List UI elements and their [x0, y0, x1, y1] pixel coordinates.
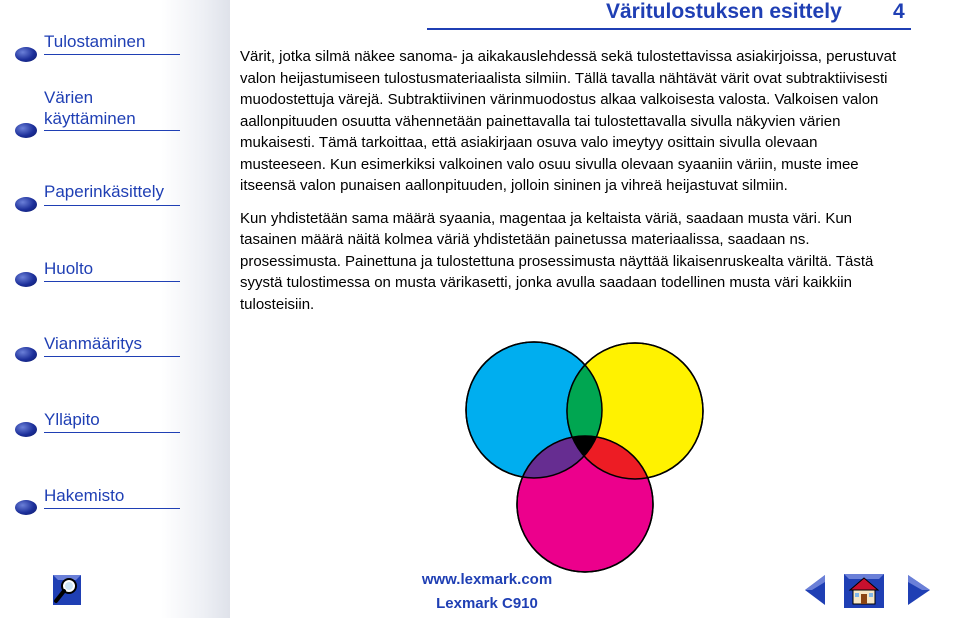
footer-url-link[interactable]: www.lexmark.com: [421, 571, 553, 588]
sidebar-item-label: Ylläpito: [44, 410, 100, 429]
nav-underline: [44, 508, 180, 509]
sidebar-item-hakemisto[interactable]: [0, 478, 230, 538]
paragraph: Kun yhdistetään sama määrä syaania, magentaa ja keltaista väriä, saadaan musta väri. Kun tasainen määrä näitä kolmea väriä yhdistetään painetussa materiaalissa, saadaan ns. prosessimusta. Painettuna ja tulostettuna prosessimusta näyttää likaisenruskealta väriltä. Tästä syystä tulostimessa on musta värikasetti, jonka avulla saadaan todellinen musta väri kaikkiin tulosteisiin.: [240, 209, 874, 313]
sidebar-item-label: Huolto: [44, 259, 94, 278]
main-content: [240, 46, 905, 326]
nav-underline: [44, 281, 180, 282]
paragraph: Värit, jotka silmä näkee sanoma- ja aikakauslehdessä sekä tulostettavissa asiakirjoissa, perustuvat valon heijastumiseen tulostusmateriaalista silmiin. Tällä tavalla nähtävät värit ovat subtraktiivisesti muodostettuja värejä. Subtraktiivinen värinmuodostus alkaa valkoisesta valosta. Valkoisen valon aallonpituuden osuutta vähennetään painettavalla tai tulostettavalla sivulla näkyvien värien mukaisesti. Tämä tarkoittaa, että asiakirjaan osuva valo imeytyy osittain sivulla olevaan musteeseen. Kun esimerkiksi valkoinen valo osuu sivulla olevaan syaaniin väriin, muste imee itseensä valon punaisen aallonpituuden, jolloin sininen ja vihreä heijastuvat silmiin.: [240, 48, 897, 194]
nav-underline: [44, 432, 180, 433]
sidebar: [0, 0, 230, 618]
sidebar-item-label: Paperinkäsittely: [44, 182, 165, 201]
search-icon[interactable]: [50, 572, 84, 608]
nav-underline: [44, 205, 180, 206]
forward-arrow-icon[interactable]: [904, 572, 934, 608]
cmy-color-diagram: [465, 335, 705, 575]
bullet-icon: [15, 422, 37, 437]
footer-product-name: Lexmark C910: [436, 595, 538, 612]
page-title: Väritulostuksen esittely: [606, 0, 842, 23]
bullet-icon: [15, 123, 37, 138]
sidebar-item-huolto[interactable]: [0, 250, 230, 310]
sidebar-item-vianmaaritys[interactable]: [0, 326, 230, 386]
sidebar-item-label: Hakemisto: [44, 486, 125, 505]
sidebar-item-label-line1: Värien: [44, 88, 94, 107]
bullet-icon: [15, 272, 37, 287]
back-arrow-icon[interactable]: [801, 572, 829, 608]
sidebar-item-yllapito[interactable]: [0, 402, 230, 462]
page-number: 4: [893, 0, 905, 23]
bullet-icon: [15, 197, 37, 212]
sidebar-item-label-line2: käyttäminen: [44, 109, 136, 128]
bullet-icon: [15, 500, 37, 515]
bullet-icon: [15, 347, 37, 362]
sidebar-item-label: Vianmääritys: [44, 334, 142, 353]
bullet-icon: [15, 47, 37, 62]
sidebar-item-tulostaminen[interactable]: [0, 25, 230, 85]
home-icon[interactable]: [842, 572, 892, 612]
sidebar-item-paperinkasittely[interactable]: [0, 175, 230, 235]
nav-underline: [44, 54, 180, 55]
sidebar-item-varien-kayttaminen[interactable]: [0, 85, 230, 145]
nav-underline: [44, 130, 180, 131]
nav-underline: [44, 356, 180, 357]
sidebar-item-label: Tulostaminen: [44, 32, 146, 51]
title-divider: [427, 28, 911, 30]
